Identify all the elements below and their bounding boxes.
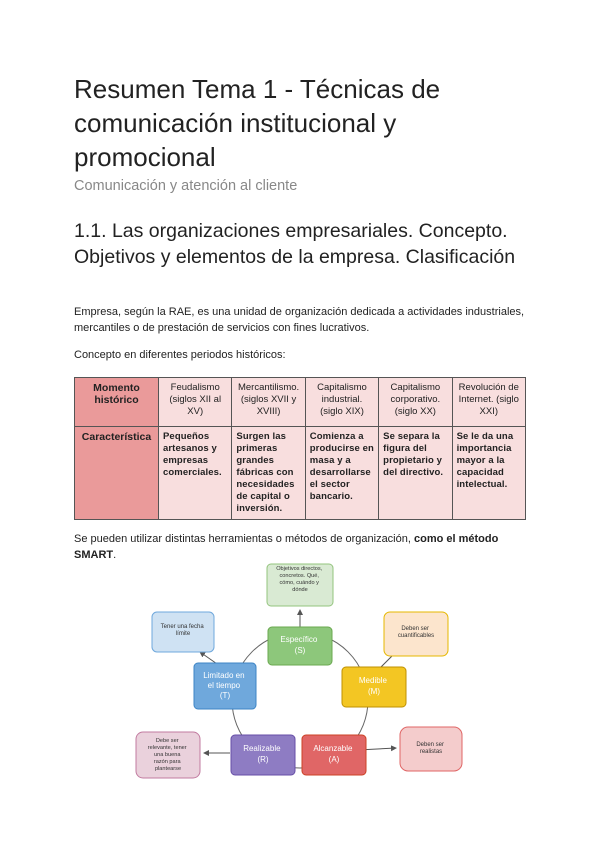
step-realistic-letter: (R) <box>257 755 269 764</box>
svg-text:Tener una fecha límite: Tener una fecha límite <box>160 624 204 637</box>
smart-intro-text: Se pueden utilizar distintas herramientas o métodos de organización, <box>74 533 414 545</box>
note-timebound <box>152 612 214 652</box>
step-realistic-label: Realizable <box>243 744 281 753</box>
period-cell: Revolución de Internet. (siglo XXI) <box>452 378 525 427</box>
note-specific-text: cómo, cuándo y <box>279 580 319 586</box>
characteristic-cell: Pequeños artesanos y empresas comerciales. <box>159 427 232 520</box>
note-specific-text: concretos. Qué, <box>279 573 319 579</box>
note-specific-text: dónde <box>292 587 308 593</box>
note-measurable <box>384 612 448 656</box>
table-row-label: Característica <box>75 427 159 520</box>
note-specific-text: Objetivos directos, <box>276 566 323 572</box>
characteristic-cell: Se separa la figura del propietario y del directivo. <box>379 427 452 520</box>
history-table <box>74 377 526 520</box>
table-header-label: Momento histórico <box>75 378 159 427</box>
step-realistic <box>231 735 295 775</box>
step-measurable-label: Medible <box>358 676 387 685</box>
step-achievable-label: Alcanzable <box>313 744 353 753</box>
period-cell: Capitalismo corporativo. (siglo XX) <box>379 378 452 427</box>
step-achievable <box>302 735 366 775</box>
period-cell: Capitalismo industrial. (siglo XIX) <box>305 378 378 427</box>
svg-text:Debe ser relevante, tene: Debe ser relevante, tener una buena razón para plantearse <box>147 738 187 772</box>
period-cell: Mercantilismo. (siglos XVII y XVIII) <box>232 378 305 427</box>
step-measurable-letter: (M) <box>368 687 380 696</box>
step-specific-label: Específico <box>280 635 318 644</box>
table-row <box>75 427 526 520</box>
note-specific <box>267 564 333 606</box>
step-timebound <box>194 663 256 709</box>
svg-text:Deben ser realistas: Deben ser realistas <box>416 742 445 755</box>
characteristic-cell: Surgen las primeras grandes fábricas con necesidades de capital o inversión. <box>232 427 305 520</box>
characteristic-cell: Comienza a producirse en masa y a desarrollarse el sector bancario. <box>305 427 378 520</box>
step-timebound-letter: (T) <box>219 691 231 700</box>
step-specific <box>268 627 332 665</box>
smart-intro-paragraph <box>74 531 534 563</box>
table-header-row <box>75 378 526 427</box>
note-achievable <box>400 727 462 771</box>
document-subtitle: Comunicación y atención al cliente <box>74 178 298 194</box>
period-cell: Feudalismo (siglos XII al XV) <box>159 378 232 427</box>
note-realistic <box>136 732 200 778</box>
smart-intro-end: . <box>113 549 117 561</box>
step-achievable-letter: (A) <box>328 755 340 764</box>
svg-text:Deben ser cuantificables: Deben ser cuantificables <box>397 626 435 639</box>
step-timebound-label: el tiempo <box>207 681 241 690</box>
concept-intro-paragraph: Concepto en diferentes periodos históricos: <box>74 349 286 361</box>
step-measurable <box>342 667 406 707</box>
section-heading: 1.1. Las organizaciones empresariales. Concepto. Objetivos y elementos de la empresa. Clasificación <box>74 220 516 268</box>
smart-diagram <box>130 560 480 785</box>
smart-intro-emphasis: como el método SMART <box>74 533 499 561</box>
step-timebound-label: Limitado en <box>203 671 245 680</box>
document-title: Resumen Tema 1 - Técnicas de comunicación institucional y promocional <box>74 74 441 172</box>
definition-paragraph: Empresa, según la RAE, es una unidad de organización dedicada a actividades industriales, mercantiles o de prestación de servicios con fines lucrativos. <box>74 306 525 334</box>
step-specific-letter: (S) <box>294 646 306 655</box>
characteristic-cell: Se le da una importancia mayor a la capacidad intelectual. <box>452 427 525 520</box>
